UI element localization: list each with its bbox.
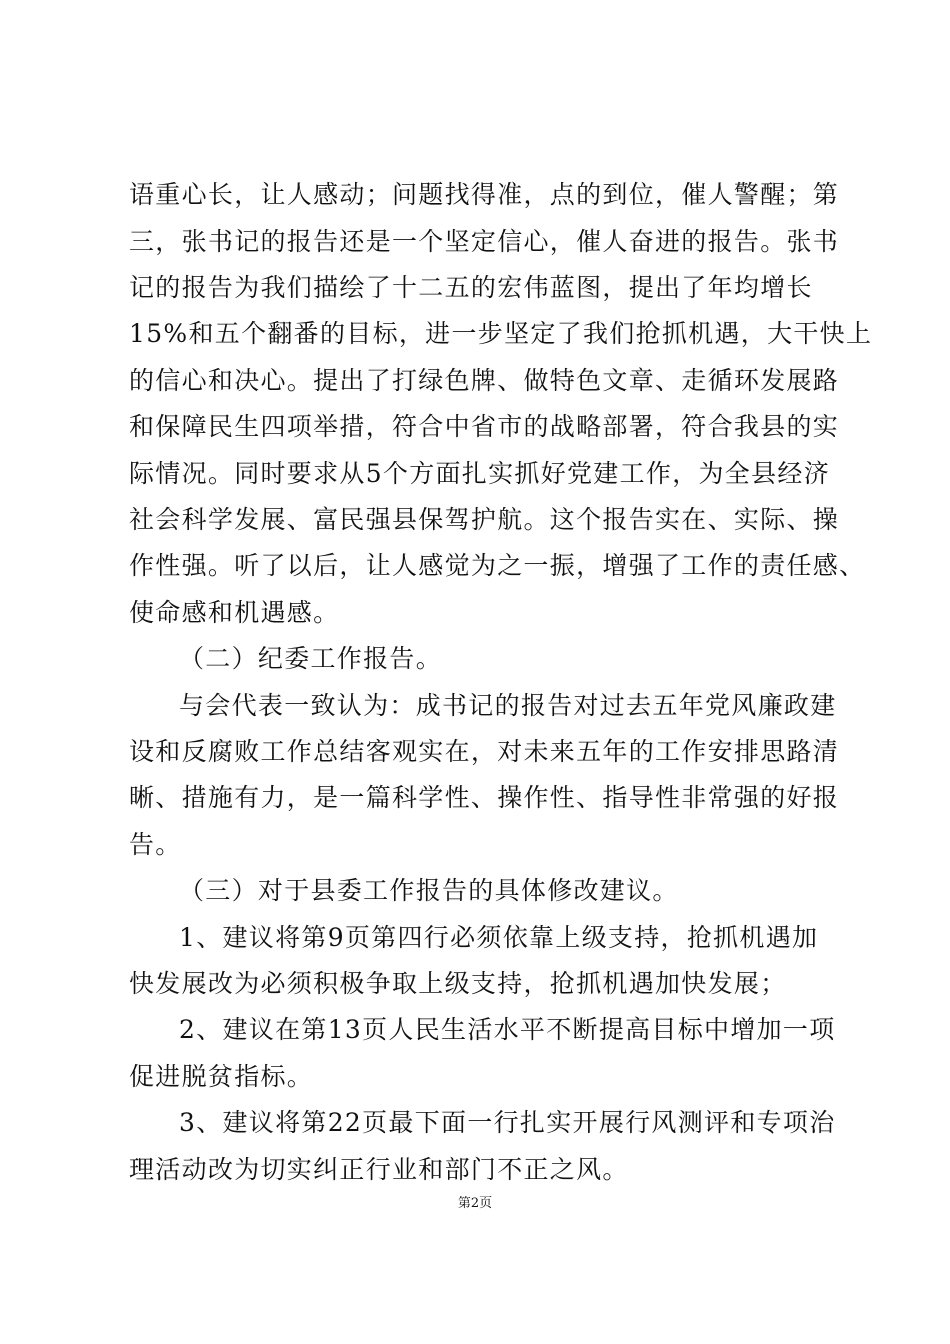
body-text-line: 设和反腐败工作总结客观实在，对未来五年的工作安排思路清	[129, 737, 840, 766]
list-item-3: 3、建议将第22页最下面一行扎实开展行风测评和专项治	[179, 1108, 836, 1137]
body-text-line: 语重心长，让人感动；问题找得准，点的到位，催人警醒；第	[129, 180, 840, 209]
body-text-line: 记的报告为我们描绘了十二五的宏伟蓝图，提出了年均增长	[129, 273, 813, 302]
list-item-2: 2、建议在第13页人民生活水平不断提高目标中增加一项	[179, 1015, 836, 1044]
body-text-line: 作性强。听了以后，让人感觉为之一振，增强了工作的责任感、	[129, 551, 866, 580]
list-item-1: 1、建议将第9页第四行必须依靠上级支持，抢抓机遇加	[179, 923, 819, 952]
body-text-line: 使命感和机遇感。	[129, 598, 340, 627]
body-text-line: 晰、措施有力，是一篇科学性、操作性、指导性非常强的好报	[129, 783, 840, 812]
body-text-line: 际情况。同时要求从5个方面扎实抓好党建工作，为全县经济	[129, 459, 831, 488]
body-text-line: 的信心和决心。提出了打绿色牌、做特色文章、走循环发展路	[129, 366, 840, 395]
body-text-line: 社会科学发展、富民强县保驾护航。这个报告实在、实际、操	[129, 505, 840, 534]
body-text-line: 三，张书记的报告还是一个坚定信心，催人奋进的报告。张书	[129, 227, 840, 256]
section-heading-2: （二）纪委工作报告。	[179, 644, 443, 673]
body-text-line: 与会代表一致认为：成书记的报告对过去五年党风廉政建	[179, 691, 837, 720]
body-text-line: 促进脱贫指标。	[129, 1062, 314, 1091]
body-text-line: 15%和五个翻番的目标，进一步坚定了我们抢抓机遇，大干快上	[129, 319, 873, 348]
body-text-line: 快发展改为必须积极争取上级支持，抢抓机遇加快发展；	[129, 969, 787, 998]
page-number: 第2页	[457, 1196, 493, 1211]
body-text-line: 理活动改为切实纠正行业和部门不正之风。	[129, 1155, 629, 1184]
section-heading-3: （三）对于县委工作报告的具体修改建议。	[179, 876, 679, 905]
body-text-line: 和保障民生四项举措，符合中省市的战略部署，符合我县的实	[129, 412, 840, 441]
body-text-line: 告。	[129, 830, 182, 859]
